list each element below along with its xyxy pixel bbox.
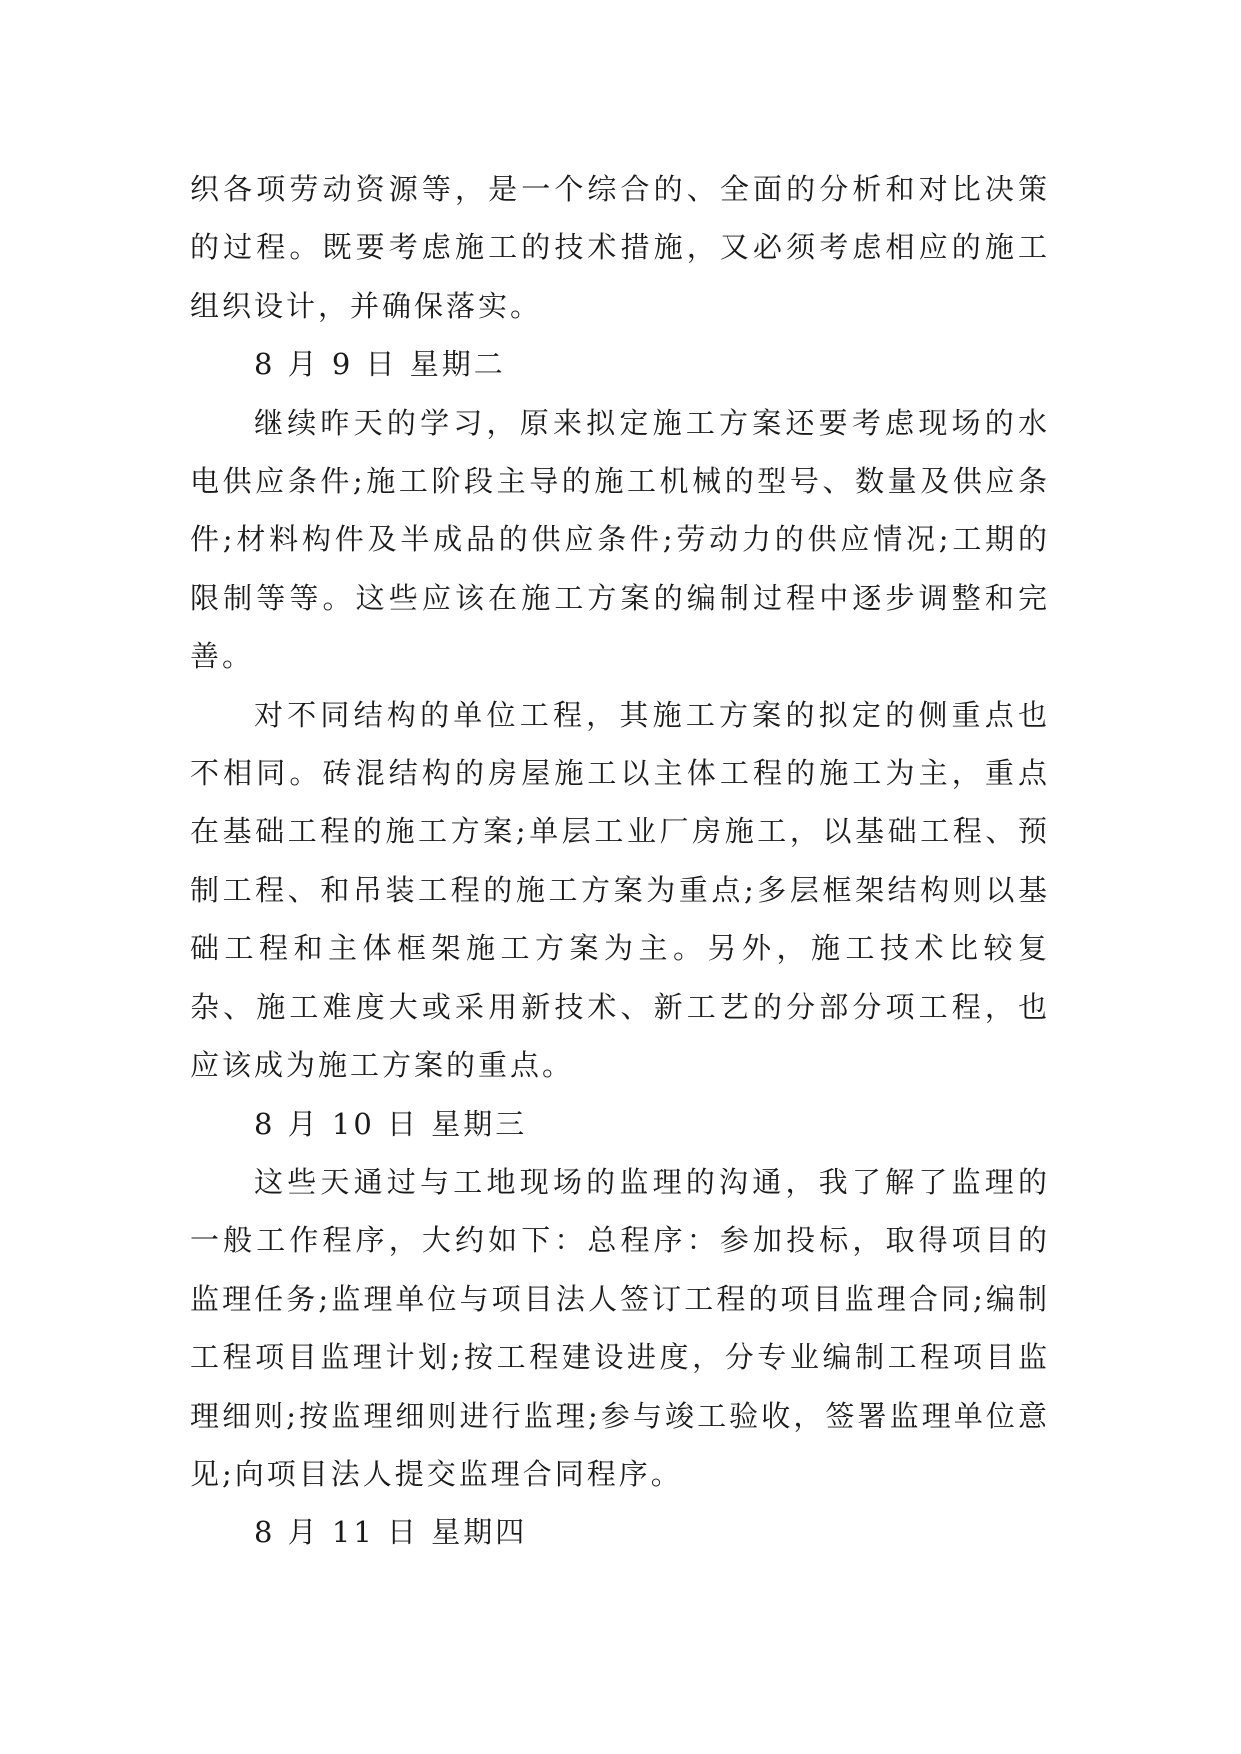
diary-date-aug-11: 8 月 11 日 星期四 — [254, 1515, 528, 1550]
paragraph-supervision-procedure: 这些天通过与工地现场的监理的沟通，我了解了监理的一般工作程序，大约如下：总程序：参加投标，取得项目的监理任务;监理单位与项目法人签订工程的项目监理合同;编制工程项目监理计划;按工程建设进度，分专业编制工程项目监理细则;按监理细则进行监理;参与竣工验收，签署监理单位意见;向项目法人提交监理合同程序。 — [190, 1164, 1050, 1491]
diary-date-aug-9: 8 月 9 日 星期二 — [254, 347, 506, 382]
document-body — [190, 160, 1050, 1562]
paragraph-construction-plan-conditions: 继续昨天的学习，原来拟定施工方案还要考虑现场的水电供应条件;施工阶段主导的施工机械的型号、数量及供应条件;材料构件及半成品的供应条件;劳动力的供应情况;工期的限制等等。这些应该在施工方案的编制过程中逐步调整和完善。 — [190, 405, 1050, 674]
paragraph-structure-emphasis: 对不同结构的单位工程，其施工方案的拟定的侧重点也不相同。砖混结构的房屋施工以主体工程的施工为主，重点在基础工程的施工方案;单层工业厂房施工，以基础工程、预制工程、和吊装工程的施工方案为重点;多层框架结构则以基础工程和主体框架施工方案为主。另外，施工技术比较复杂、施工难度大或采用新技术、新工艺的分部分项工程，也应该成为施工方案的重点。 — [190, 697, 1050, 1083]
diary-date-aug-10: 8 月 10 日 星期三 — [254, 1106, 528, 1141]
paragraph-continuation: 织各项劳动资源等，是一个综合的、全面的分析和对比决策的过程。既要考虑施工的技术措施，又必须考虑相应的施工组织设计，并确保落实。 — [190, 172, 1050, 323]
